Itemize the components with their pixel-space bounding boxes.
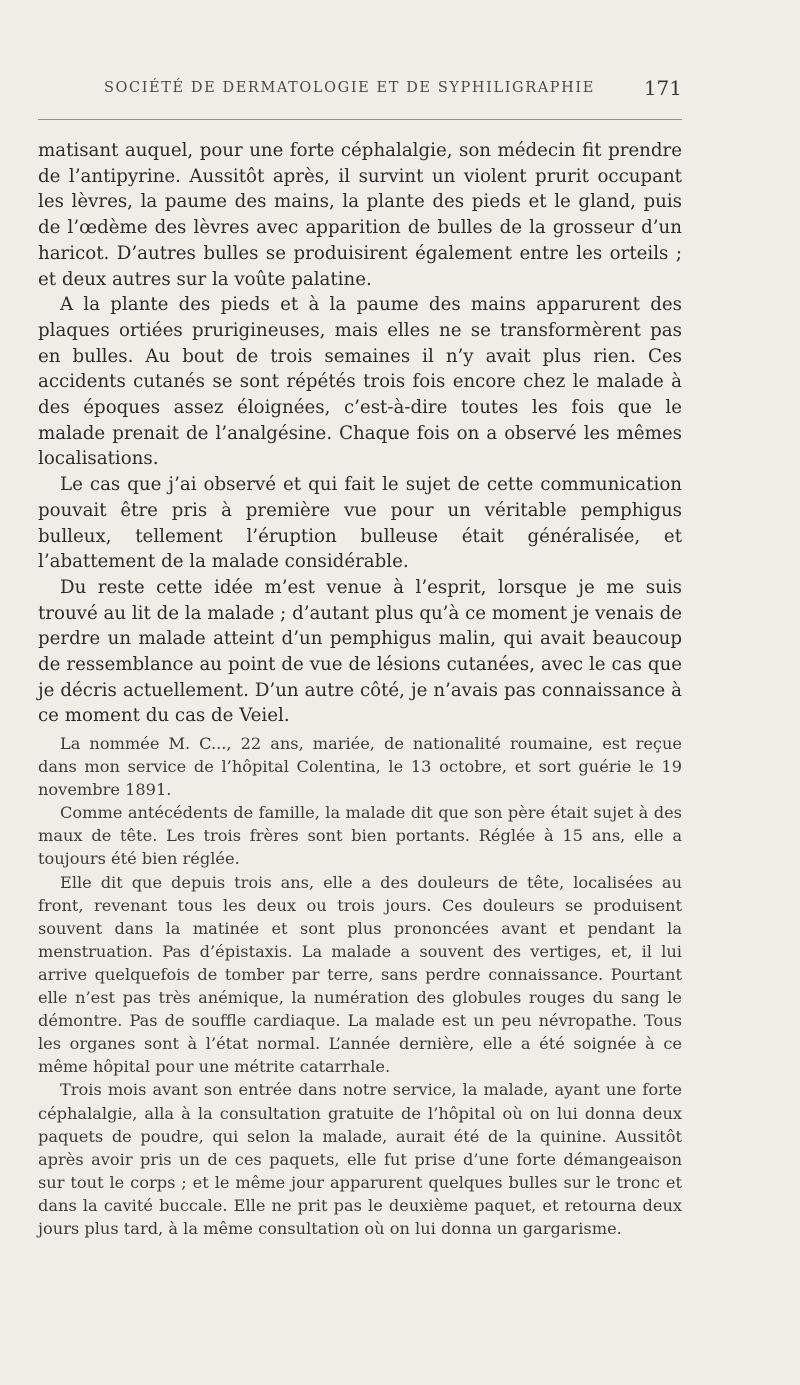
observation-paragraph: Elle dit que depuis trois ans, elle a des douleurs de tête, localisées au front, revenant tous les deux ou trois jours. Ces douleurs se produisent souvent dans la matinée et sont plus prononcées avant et pendant la menstruation. Pas d’épistaxis. La malade a souvent des vertiges, et, il lui arrive quelquefois de tomber par terre, sans perdre connaissance. Pourtant elle n’est pas très anémique, la numération des globules rouges du sang le démontre. Pas de souffle cardiaque. La malade est un peu névropathe. Tous les organes sont à l’état normal. L’année dernière, elle a été soignée à ce même hôpital pour une métrite catarrhale. [38, 872, 682, 1077]
header-rule [38, 119, 682, 120]
observation-paragraph: Comme antécédents de famille, la malade dit que son père était sujet à des maux de tête. Les trois frères sont bien portants. Réglée à 15 ans, elle a toujours été bien réglée. [38, 803, 682, 869]
page-number: 171 [643, 76, 682, 100]
paragraph-continuation: matisant auquel, pour une forte céphalalgie, son médecin fit prendre de l’antipyrine. Aussitôt après, il survint un violent prurit occupant les lèvres, la paume des mains, la plante des pieds et le gland, puis de l’œdème des lèvres avec apparition de bulles de la grosseur d’un haricot. D’autres bulles se produisirent également entre les orteils ; et deux autres sur la voûte palatine. [38, 140, 682, 290]
paragraph: Du reste cette idée m’est venue à l’esprit, lorsque je me suis trouvé au lit de la malade ; d’autant plus qu’à ce moment je venais de perdre un malade atteint d’un pemphigus malin, qui avait beaucoup de ressemblance au point de vue de lésions cutanées, avec le cas que je décris actuellement. D’un autre côté, je n’avais pas connaissance à ce moment du cas de Veiel. [38, 576, 682, 727]
running-title: SOCIÉTÉ DE DERMATOLOGIE ET DE SYPHILIGRAPHIE [104, 80, 595, 96]
paragraph: Le cas que j’ai observé et qui fait le sujet de cette communication pouvait être pris à première vue pour un véritable pemphigus bulleux, tellement l’éruption bulleuse était généralisée, et l’abattement de la malade considérable. [38, 474, 682, 573]
running-head [38, 72, 682, 108]
paragraph: A la plante des pieds et à la paume des mains apparurent des plaques ortiées prurigineuses, mais elles ne se transformèrent pas en bulles. Au bout de trois semaines il n’y avait plus rien. Ces accidents cutanés se sont répétés trois fois encore chez le malade à des époques assez éloignées, c’est-à-dire toutes les fois que le malade prenait de l’analgésine. Chaque fois on a observé les mêmes localisations. [38, 294, 682, 470]
observation-paragraph: La nommée M. C..., 22 ans, mariée, de nationalité roumaine, est reçue dans mon service de l’hôpital Colentina, le 13 octobre, et sort guérie le 19 novembre 1891. [38, 734, 682, 800]
observation-text [38, 732, 682, 1240]
main-text [38, 138, 682, 729]
observation-paragraph: Trois mois avant son entrée dans notre service, la malade, ayant une forte céphalalgie, alla à la consultation gratuite de l’hôpital où on lui donna deux paquets de poudre, qui selon la malade, aurait été de la quinine. Aussitôt après avoir pris un de ces paquets, elle fut prise d’une forte démangeaison sur tout le corps ; et le même jour apparurent quelques bulles sur le tronc et dans la cavité buccale. Elle ne prit pas le deuxième paquet, et retourna deux jours plus tard, à la même consultation où on lui donna un gargarisme. [38, 1080, 682, 1238]
